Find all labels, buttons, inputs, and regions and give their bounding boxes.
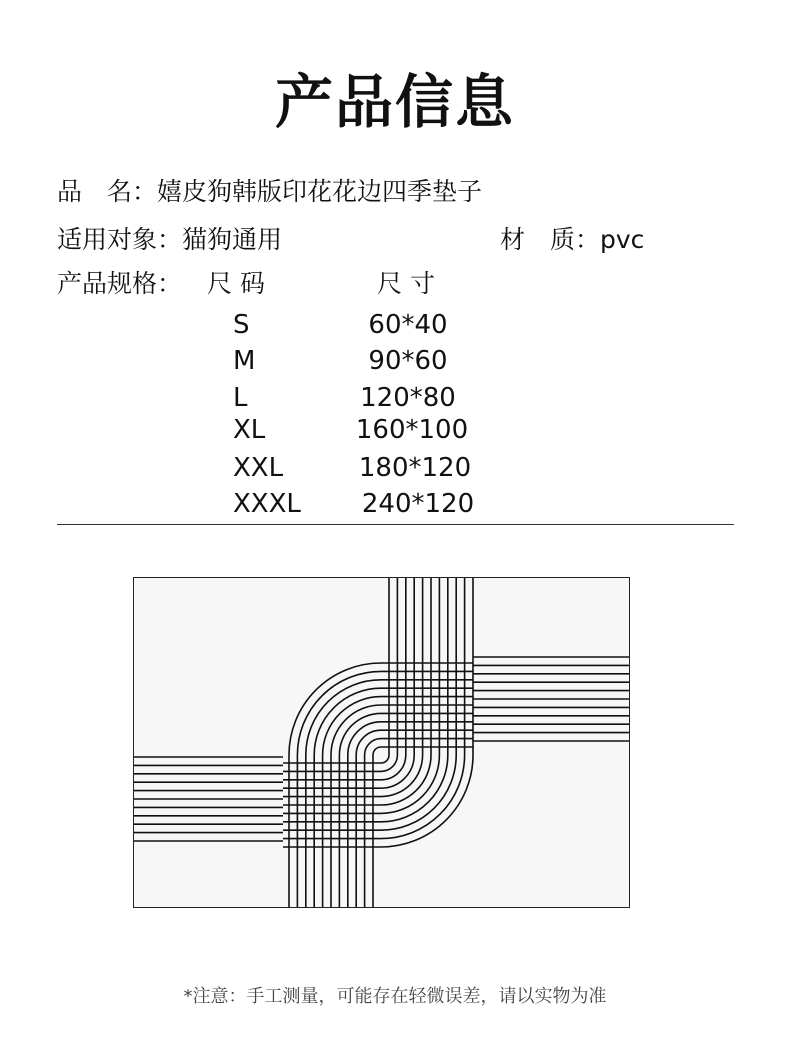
dimension-header: 尺 寸	[377, 269, 435, 298]
spec-label: 产品规格：	[57, 269, 183, 298]
material-row	[500, 225, 644, 255]
page-title: 产品信息	[274, 68, 515, 136]
applicable-label: 适用对象：	[57, 225, 183, 254]
material-label: 材 质：	[500, 225, 601, 254]
size-cell: XXXL	[233, 489, 301, 519]
size-cell: S	[233, 310, 250, 340]
material-value: pvc	[600, 225, 645, 254]
size-header: 尺 码	[207, 269, 265, 298]
dimension-cell: 160*100	[355, 415, 469, 445]
size-cell: XXL	[233, 453, 284, 483]
product-name-value: 嬉皮狗韩版印花花边四季垫子	[157, 177, 483, 206]
divider	[57, 524, 734, 525]
dimension-cell: 60*40	[368, 310, 448, 340]
applicable-row	[57, 225, 282, 255]
dimension-cell: 180*120	[358, 453, 472, 483]
size-cell: XL	[233, 415, 266, 445]
applicable-value: 猫狗通用	[182, 225, 283, 254]
size-cell: L	[233, 383, 248, 413]
measurement-note: *注意：手工测量，可能存在轻微误差，请以实物为准	[183, 986, 607, 1007]
dimension-cell: 90*60	[368, 346, 448, 376]
dimension-cell: 240*120	[361, 489, 475, 519]
product-name-row	[57, 177, 482, 207]
mat-pattern-image	[133, 577, 630, 908]
size-cell: M	[233, 346, 256, 376]
dimension-cell: 120*80	[360, 383, 456, 413]
product-name-label: 品 名：	[57, 177, 158, 206]
